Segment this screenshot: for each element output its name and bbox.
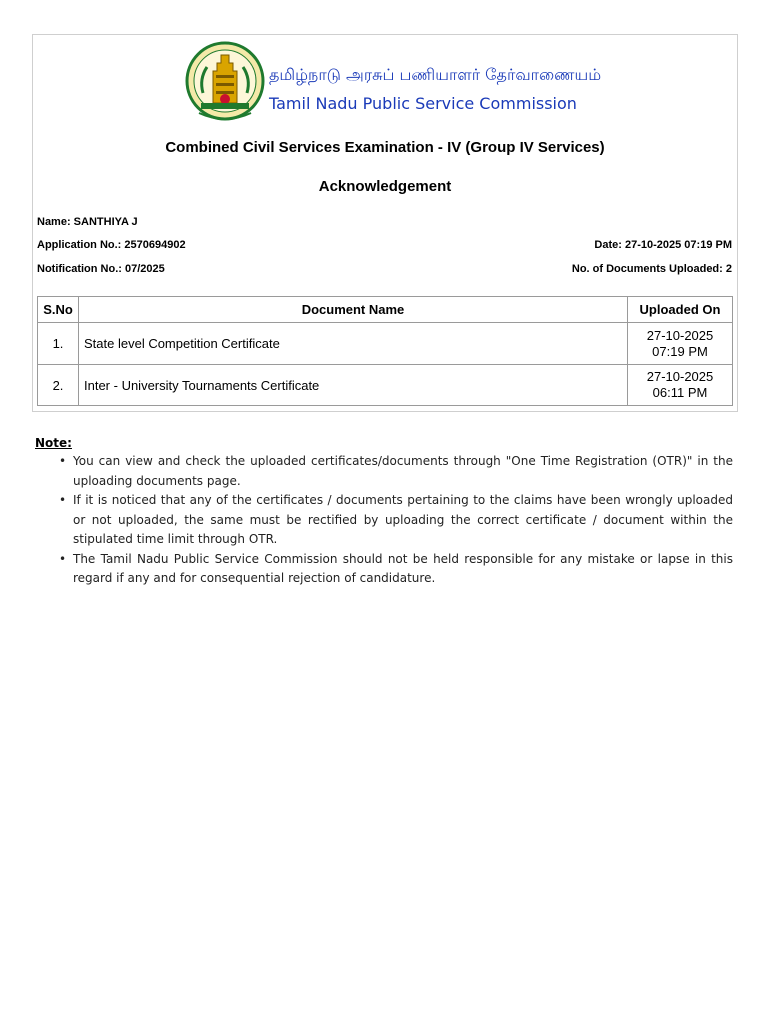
row-uploaded-on [628,365,733,406]
commission-english-name: Tamil Nadu Public Service Commission [269,94,577,113]
row-uploaded-on [628,323,733,365]
bullet-icon: • [59,454,67,468]
commission-tamil-name: தமிழ்நாடு அரசுப் பணியாளர் தேர்வாணையம் [269,65,602,84]
list-item [35,452,733,491]
column-header-document-name: Document Name [79,297,628,323]
tamil-nadu-emblem-icon [185,41,265,123]
row-uploaded-time: 06:11 PM [652,385,708,400]
bullet-icon: • [59,493,67,507]
list-item [35,550,733,589]
note-section [35,436,733,589]
note-text: You can view and check the uploaded certificates/documents through "One Time Registration (OTR)" in the uploading documents page. [73,454,733,488]
acknowledgement-date: Date: 27-10-2025 07:19 PM [594,239,732,251]
column-header-sno: S.No [38,297,79,323]
table-header-row [38,297,733,323]
exam-title: Combined Civil Services Examination - IV (Group IV Services) [165,139,605,156]
list-item [35,491,733,550]
row-sno: 2. [38,365,79,406]
bullet-icon: • [59,551,67,566]
row-uploaded-date: 27-10-2025 [646,369,714,384]
documents-table [37,296,733,406]
notification-number: Notification No.: 07/2025 [37,263,165,275]
note-text: The Tamil Nadu Public Service Commission should not be held responsible for any mistake or lapse in this regard if any and for consequential rejection of candidature. [73,551,733,585]
row-document-name: State level Competition Certificate [79,323,628,365]
acknowledgement-card [32,34,738,412]
row-sno: 1. [38,323,79,365]
column-header-uploaded-on: Uploaded On [628,297,733,323]
applicant-name: Name: SANTHIYA J [37,216,138,228]
row-document-name: Inter - University Tournaments Certificate [79,365,628,406]
acknowledgement-title: Acknowledgement [318,178,452,195]
commission-header [183,41,603,131]
row-uploaded-date: 27-10-2025 [646,327,714,343]
table-row [38,365,733,406]
table-row [38,323,733,365]
note-list [35,452,733,589]
note-title: Note: [35,436,72,450]
documents-uploaded-count: No. of Documents Uploaded: 2 [571,263,732,275]
row-uploaded-time: 07:19 PM [652,343,708,359]
note-text: If it is noticed that any of the certificates / documents pertaining to the claims have been wrongly uploaded or not uploaded, the same must be rectified by uploading the correct certificate / document within the stipulated time limit through OTR. [73,493,733,546]
application-number: Application No.: 2570694902 [37,239,186,251]
